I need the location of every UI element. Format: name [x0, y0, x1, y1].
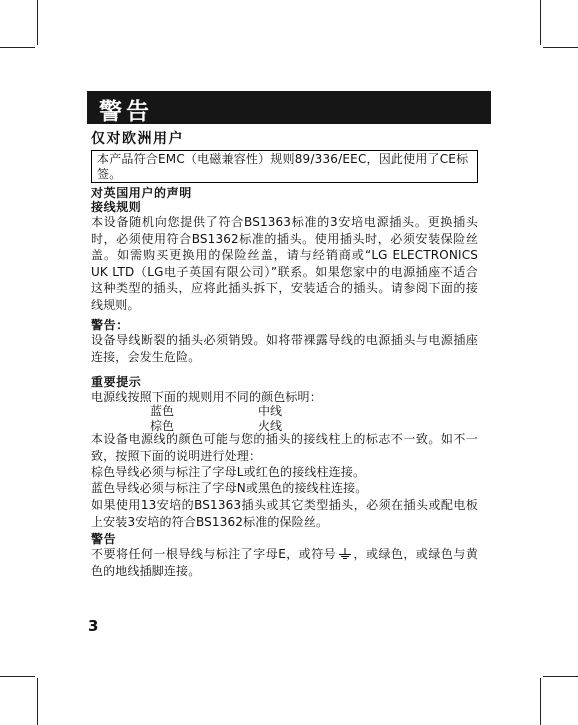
page-title: 警告 — [99, 99, 153, 125]
earth-warning-text — [91, 546, 478, 579]
wire-function: 中线 — [258, 404, 283, 418]
color-notice: 本设备电源线的颜色可能与您的插头的接线柱上的标志不一致。如不一致，按照下面的说明进行处理： — [91, 432, 478, 463]
crop-mark — [543, 47, 578, 48]
fuse-rule: 如果使用13安培的BS1363插头或其它类型插头，必须在插头或配电板上安装3安培的符合BS1362标准的保险丝。 — [91, 498, 478, 529]
warning-text: 设备导线断裂的插头必须销毁。如将带裸露导线的电源插头与电源插座连接，会发生危险。 — [91, 333, 478, 364]
page-number: 3 — [88, 617, 99, 635]
wire-function: 火线 — [258, 419, 283, 433]
section-heading: 仅对欧洲用户 — [91, 131, 184, 147]
uk-heading: 对英国用户的声明 — [91, 186, 192, 200]
wiring-paragraph: 本设备随机向您提供了符合BS1363标准的3安培电源插头。更换插头时，必须使用符合BS1362标准的插头。使用插头时，必须安装保险丝盖。如需购买更换用的保险丝盖，请与经销商或“LG ELECTRONICS UK LTD（LG电子英国有限公司）”联系。如果您家中的电源插座不适合这种类型的插头，应将此插头拆下，安装适合的插头。请参阅下面的接线规则。 — [91, 215, 478, 312]
crop-mark — [37, 0, 38, 45]
wire-color: 棕色 — [150, 419, 175, 433]
blue-wire-rule: 蓝色导线必须与标注了字母N或黑色的接线柱连接。 — [91, 481, 368, 495]
color-code-table — [150, 404, 338, 434]
emc-notice-box: 本产品符合EMC（电磁兼容性）规则89/336/EEC，因此使用了CE标签。 — [91, 150, 478, 183]
earth-warning-part1: 不要将任何一根导线与标注了字母E，或符号 — [91, 547, 337, 561]
warning-heading: 警告： — [91, 318, 129, 332]
earth-ground-icon — [338, 548, 351, 560]
important-heading: 重要提示 — [91, 375, 142, 389]
brown-wire-rule: 棕色导线必须与标注了字母L或红色的接线柱连接。 — [91, 465, 366, 479]
earth-warning-part2: ，或绿色，或绿色与黄色的地线插脚连接。 — [91, 547, 478, 578]
wire-color: 蓝色 — [150, 404, 175, 418]
wiring-heading: 接线规则 — [91, 200, 142, 214]
crop-mark — [540, 678, 541, 725]
crop-mark — [0, 47, 35, 48]
color-code-row — [150, 404, 338, 419]
warning-heading: 警告 — [91, 532, 117, 546]
important-intro: 电源线按照下面的规则用不同的颜色标明： — [91, 390, 322, 404]
crop-mark — [0, 676, 35, 677]
crop-mark — [540, 0, 541, 45]
crop-mark — [543, 676, 578, 677]
crop-mark — [37, 678, 38, 725]
title-bar — [87, 91, 491, 124]
